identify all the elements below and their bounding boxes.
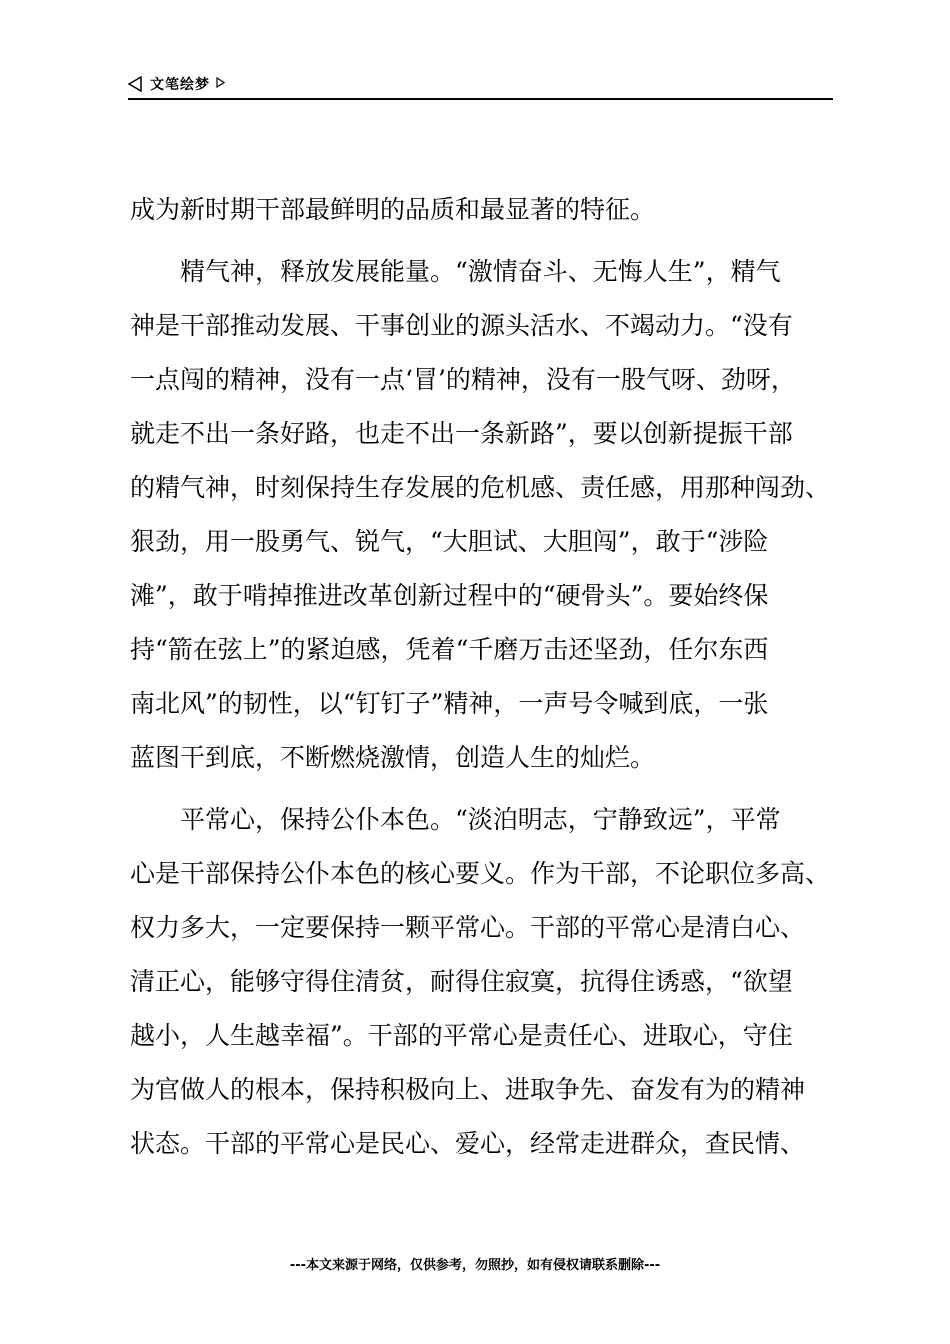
text-line: 为官做人的根本，保持积极向上、进取争先、奋发有为的精神	[130, 1075, 806, 1104]
paragraph-3	[130, 793, 840, 1171]
text-line: 持“箭在弦上”的紧迫感，凭着“千磨万击还坚劲，任尔东西	[130, 635, 769, 664]
page-header	[128, 72, 833, 100]
text-line: 状态。干部的平常心是民心、爱心，经常走进群众，查民情、	[130, 1129, 806, 1158]
header-brand: 文笔绘梦	[150, 77, 210, 93]
text-line: 就走不出一条好路，也走不出一条新路”，要以创新提振干部	[130, 419, 793, 448]
text-line: 心是干部保持公仆本色的核心要义。作为干部，不论职位多高、	[130, 859, 831, 888]
text-line: 南北风”的韧性，以“钉钉子”精神，一声号令喊到底，一张	[130, 689, 769, 718]
text-line: 神是干部推动发展、干事创业的源头活水、不竭动力。“没有	[130, 311, 793, 340]
paragraph-1	[130, 183, 840, 237]
document-body	[130, 183, 840, 1171]
triangle-right-icon	[216, 77, 225, 88]
text-line: 蓝图干到底，不断燃烧激情，创造人生的灿烂。	[130, 743, 656, 772]
text-line: 狠劲，用一股勇气、锐气，“大胆试、大胆闯”，敢于“涉险	[130, 527, 769, 556]
header-brand-row	[128, 74, 225, 94]
text-line: 一点闯的精神，没有一点‘冒’的精神，没有一股气呀、劲呀，	[130, 365, 796, 394]
triangle-left-icon	[128, 76, 142, 92]
text-line: 权力多大，一定要保持一颗平常心。干部的平常心是清白心、	[130, 913, 806, 942]
text-line: 越小，人生越幸福”。干部的平常心是责任心、进取心，守住	[130, 1021, 793, 1050]
text-line: 成为新时期干部最鲜明的品质和最显著的特征。	[130, 195, 656, 224]
paragraph-2	[130, 245, 840, 785]
text-line: 清正心，能够守得住清贫，耐得住寂寞，抗得住诱惑，“欲望	[130, 967, 793, 996]
page-footer: ---本文来源于网络，仅供参考，勿照抄，如有侵权请联系删除---	[289, 1258, 661, 1273]
text-line: 滩”，敢于啃掉推进改革创新过程中的“硬骨头”。要始终保	[130, 581, 769, 610]
text-line: 平常心，保持公仆本色。“淡泊明志，宁静致远”，平常	[180, 805, 781, 834]
text-line: 的精气神，时刻保持生存发展的危机感、责任感，用那种闯劲、	[130, 473, 831, 502]
text-line: 精气神，释放发展能量。“激情奋斗、无悔人生”，精气	[180, 257, 781, 286]
